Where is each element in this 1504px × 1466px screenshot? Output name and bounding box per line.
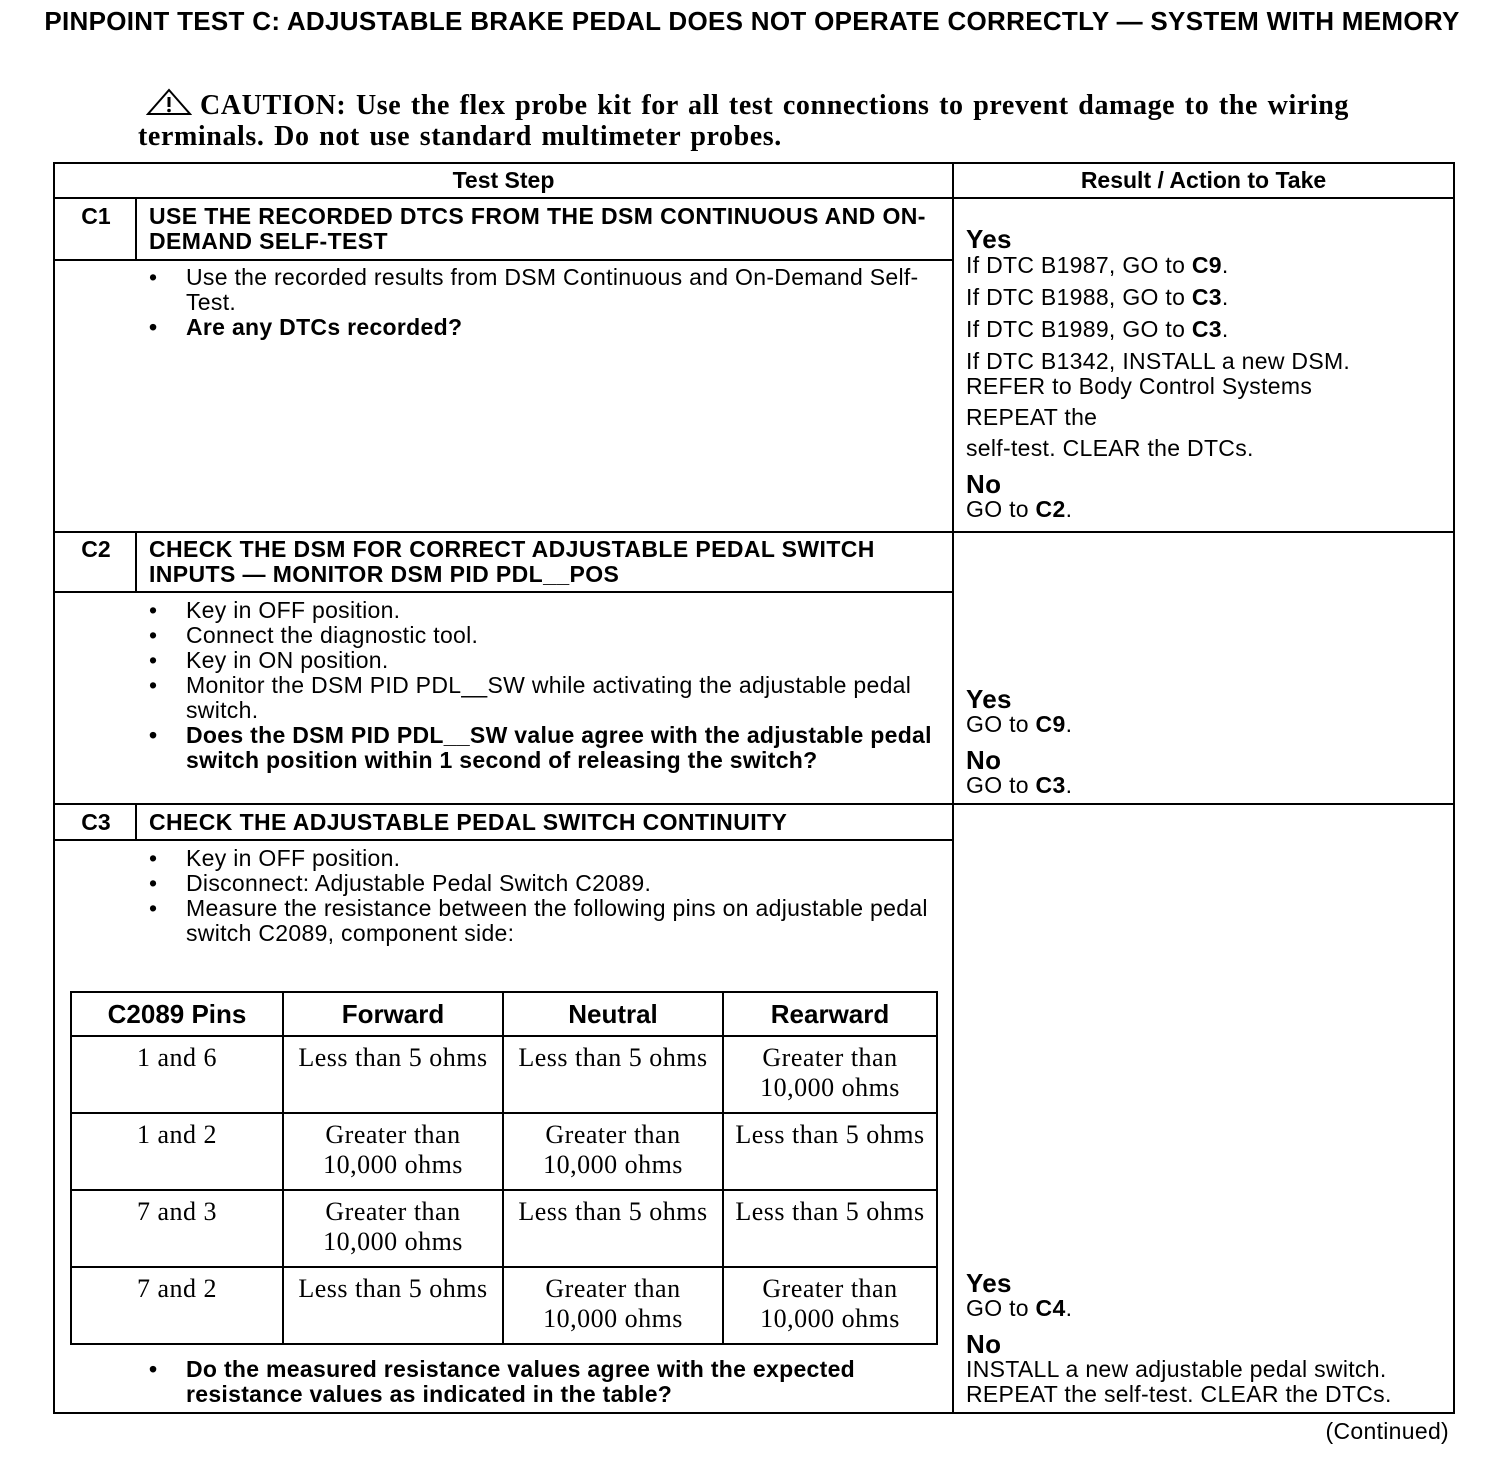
result-line: If DTC B1342, INSTALL a new DSM. bbox=[966, 348, 1351, 374]
no-label: No bbox=[966, 1329, 1002, 1359]
result-line: REPEAT the self-test. CLEAR the DTCs. bbox=[966, 1381, 1392, 1407]
list-item: • Monitor the DSM PID PDL__SW while activating the adjustable pedal switch. bbox=[149, 673, 939, 723]
column-header: Neutral bbox=[503, 992, 723, 1036]
warning-triangle-icon bbox=[146, 88, 192, 116]
result-c2 bbox=[966, 686, 1446, 798]
table-cell: Less than 5 ohms bbox=[503, 1190, 723, 1267]
table-cell: 7 and 2 bbox=[71, 1267, 283, 1344]
list-item-question: • Are any DTCs recorded? bbox=[149, 315, 939, 340]
step-c3-question bbox=[149, 1357, 939, 1407]
table-cell: Less than 5 ohms bbox=[283, 1267, 503, 1344]
step-id-c1: C1 bbox=[81, 203, 111, 229]
step-c3-bullets bbox=[149, 846, 939, 946]
table-cell: Less than 5 ohms bbox=[723, 1190, 937, 1267]
table-cell: Greater than 10,000 ohms bbox=[503, 1113, 723, 1190]
result-c3 bbox=[966, 1270, 1446, 1407]
list-item: • Connect the diagnostic tool. bbox=[149, 623, 939, 648]
column-header: C2089 Pins bbox=[71, 992, 283, 1036]
result-line: REFER to Body Control Systems bbox=[966, 373, 1313, 399]
yes-label: Yes bbox=[966, 1268, 1012, 1298]
list-item: • Use the recorded results from DSM Continuous and On-Demand Self-Test. bbox=[149, 265, 939, 315]
list-item: • Key in OFF position. bbox=[149, 598, 939, 623]
list-item-question: • Does the DSM PID PDL__SW value agree with the adjustable pedal switch position within 1 second of releasing the switch? bbox=[149, 723, 939, 773]
column-header: Rearward bbox=[723, 992, 937, 1036]
step-c1-bullets bbox=[149, 265, 939, 340]
list-item: • Key in OFF position. bbox=[149, 846, 939, 871]
table-cell: Greater than 10,000 ohms bbox=[283, 1113, 503, 1190]
table-row bbox=[71, 1267, 937, 1344]
yes-label: Yes bbox=[966, 684, 1012, 714]
list-item-question: • Do the measured resistance values agree with the expected resistance values as indicated in the table? bbox=[149, 1357, 939, 1407]
result-line: If DTC B1989, GO to C3. bbox=[966, 316, 1229, 342]
table-row bbox=[71, 1036, 937, 1113]
header-test-step: Test Step bbox=[452, 167, 555, 193]
table-cell: 7 and 3 bbox=[71, 1190, 283, 1267]
table-cell: Greater than 10,000 ohms bbox=[723, 1036, 937, 1113]
step-id-c3: C3 bbox=[81, 809, 111, 835]
table-cell: Less than 5 ohms bbox=[503, 1036, 723, 1113]
pin-resistance-table bbox=[70, 991, 938, 1345]
page-title: PINPOINT TEST C: ADJUSTABLE BRAKE PEDAL DOES NOT OPERATE CORRECTLY — SYSTEM WITH MEMORY bbox=[44, 6, 1460, 36]
result-line: If DTC B1987, GO to C9. bbox=[966, 252, 1229, 278]
table-cell: Greater than 10,000 ohms bbox=[283, 1190, 503, 1267]
table-cell: Greater than 10,000 ohms bbox=[503, 1267, 723, 1344]
list-item: • Key in ON position. bbox=[149, 648, 939, 673]
result-line: GO to C9. bbox=[966, 711, 1073, 737]
step-title-c2: CHECK THE DSM FOR CORRECT ADJUSTABLE PEDAL SWITCH INPUTS — MONITOR DSM PID PDL__POS bbox=[149, 536, 875, 587]
table-cell: 1 and 6 bbox=[71, 1036, 283, 1113]
list-item: • Disconnect: Adjustable Pedal Switch C2089. bbox=[149, 871, 939, 896]
yes-label: Yes bbox=[966, 224, 1012, 254]
table-cell: Less than 5 ohms bbox=[723, 1113, 937, 1190]
result-line: GO to C4. bbox=[966, 1295, 1073, 1321]
step-title-c3: CHECK THE ADJUSTABLE PEDAL SWITCH CONTINUITY bbox=[149, 809, 788, 835]
table-row bbox=[71, 1113, 937, 1190]
result-line: REPEAT the bbox=[966, 404, 1098, 430]
result-line: self-test. CLEAR the DTCs. bbox=[966, 435, 1254, 461]
caution-note bbox=[138, 88, 1368, 152]
step-c2-bullets bbox=[149, 598, 939, 773]
column-header: Forward bbox=[283, 992, 503, 1036]
no-label: No bbox=[966, 745, 1002, 775]
result-line: INSTALL a new adjustable pedal switch. bbox=[966, 1356, 1387, 1382]
continued-label: (Continued) bbox=[1325, 1418, 1449, 1444]
no-label: No bbox=[966, 469, 1002, 499]
step-title-c1: USE THE RECORDED DTCS FROM THE DSM CONTINUOUS AND ON-DEMAND SELF-TEST bbox=[149, 203, 926, 254]
list-item: • Measure the resistance between the following pins on adjustable pedal switch C2089, component side: bbox=[149, 896, 939, 946]
header-result: Result / Action to Take bbox=[1080, 167, 1327, 193]
table-cell: 1 and 2 bbox=[71, 1113, 283, 1190]
result-line: GO to C3. bbox=[966, 772, 1073, 798]
caution-text: CAUTION: Use the flex probe kit for all test connections to prevent damage to the wiring terminals. Do not use standard multimeter probes. bbox=[138, 90, 1350, 152]
result-c1 bbox=[966, 226, 1446, 522]
result-line: If DTC B1988, GO to C3. bbox=[966, 284, 1229, 310]
table-row bbox=[71, 1190, 937, 1267]
result-line: GO to C2. bbox=[966, 496, 1073, 522]
table-header-row bbox=[71, 992, 937, 1036]
table-cell: Less than 5 ohms bbox=[283, 1036, 503, 1113]
table-cell: Greater than 10,000 ohms bbox=[723, 1267, 937, 1344]
step-id-c2: C2 bbox=[81, 536, 111, 562]
